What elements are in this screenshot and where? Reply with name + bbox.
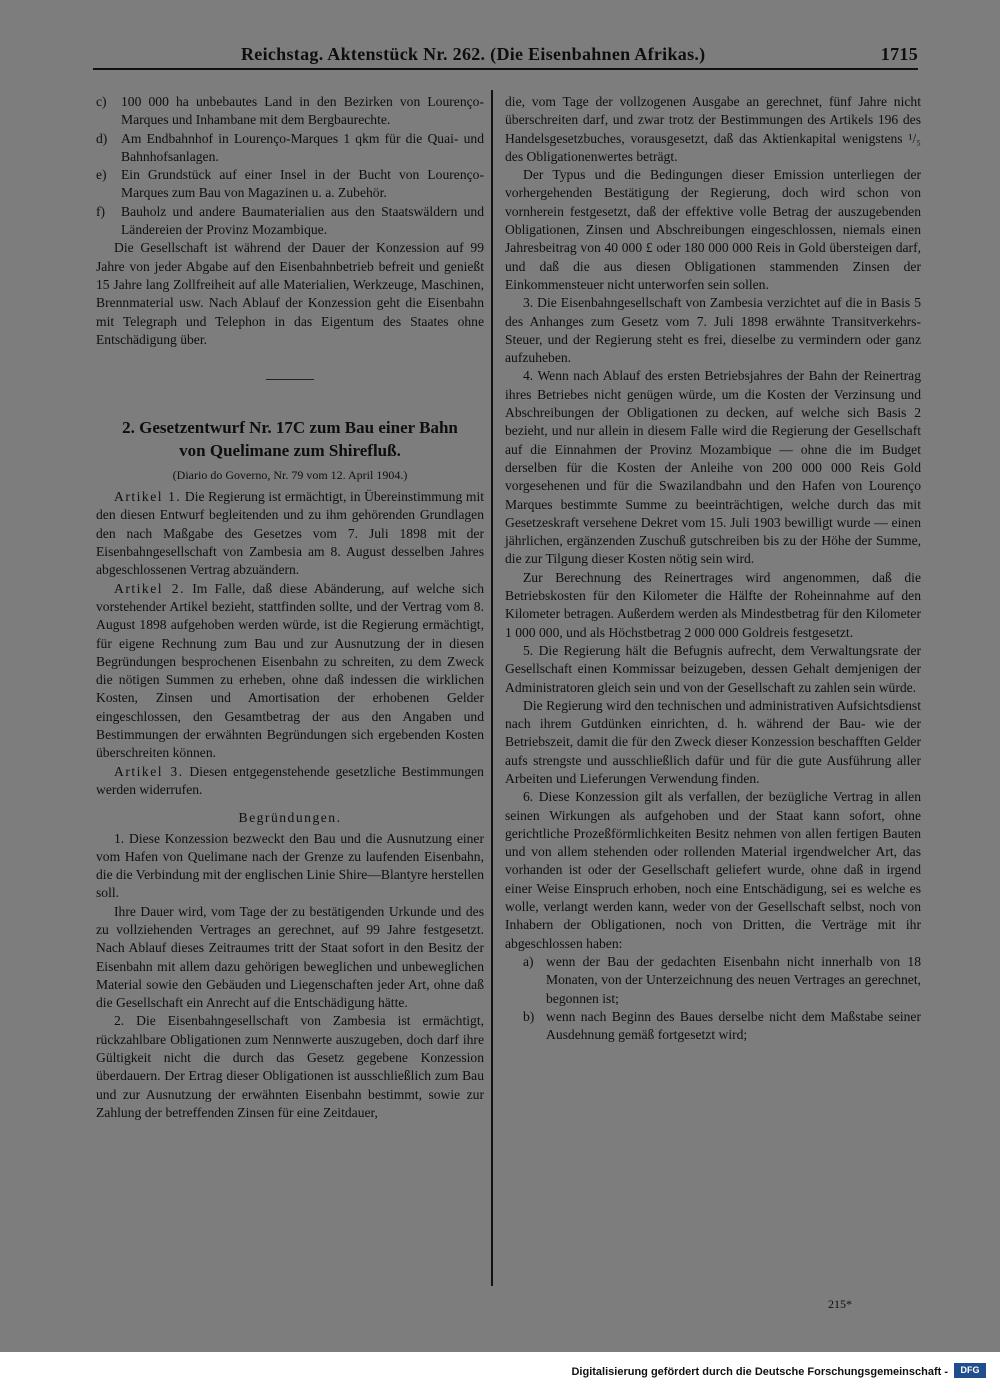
list-item-text: Ein Grundstück auf einer Insel in der Bucht von Lourenço-Marques zum Bau von Magazinen u. a. Zubehör. [121,167,484,201]
law-title-line1: 2. Gesetzentwurf Nr. 17C zum Bau einer Bahn [122,418,458,438]
law-source: (Diario do Governo, Nr. 79 vom 12. April 1904.) [172,468,408,483]
list-item-text: 100 000 ha unbebautes Land in den Bezirken von Lourenço-Marques und Inhambane mit dem Bergbaurechte. [121,94,484,128]
body-paragraph: 1. Diese Konzession bezweckt den Bau und die Ausnutzung einer vom Hafen von Quelimane nach der Grenze zu laufenden Eisenbahn, die die Verbindung mit der englischen Linie Shire—Blantyre herstellen soll. [96,830,484,901]
list-item [96,93,484,130]
list-item-label: b) [523,1008,535,1024]
article-paragraph [96,580,484,763]
law-title [96,416,484,462]
article-text: Im Falle, daß diese Abänderung, auf welche sich vorstehender Artikel bezieht, stattfinden sollte, und der Vertrag vom 8. August 1898 aufgehoben werden würde, ist die Regierung ermächtigt, für eigene Rechnung zum Bau und zur Ausnutzung der in diesen Begründungen besprochenen Eisenbahn zu schreiten, zu dem Zweck die nötigen Summen zu erheben, ohne daß indessen die wirklichen Kosten, Zinsen und Amortisation der erhobenen Gelder eingeschlossen, den Gesamtbetrag der aus den Angaben und Bestimmungen der erwähnten Begründungen sich ergebenden Kosten überschreiten können. [96,580,484,761]
section-separator [266,379,314,380]
body-paragraph: 3. Die Eisenbahngesellschaft von Zambesia verzichtet auf die in Basis 5 des Anhanges zum Gesetz vom 7. Juli 1898 erwähnte Transitverkehrs-Steuer, und der Regierung steht es frei, dieselbe zu vermindern oder ganz aufzuheben. [505,295,921,366]
body-paragraph: 2. Die Eisenbahngesellschaft von Zambesia ist ermächtigt, rückzahlbare Obligationen zum Nennwerte auszugeben, doch darf ihre Gültigkeit nicht die durch das Gesetz gegebene Konzession überdauern. Der Ertrag dieser Obligationen ist ausschließlich zum Bau und zur Ausnutzung der erwähnten Eisenbahn bestimmt, sowie zur Zahlung der betreffenden Zinsen für eine Zeitdauer, [96,1013,484,1120]
body-paragraph: Zur Berechnung des Reinertrages wird angenommen, daß die Betriebskosten für den Kilometer die Hälfte der Roheinnahme auf den Kilometer betragen. Außerdem werden als Mindestbetrag für den Kilometer 1 000 000, und als Höchstbetrag 2 000 000 Goldreis festgesetzt. [505,569,921,640]
page-header [93,44,918,70]
list-item-text: wenn nach Beginn des Baues derselbe nicht dem Maßstabe seiner Ausdehnung gemäß fortgesetzt wird; [546,1008,921,1043]
article-paragraph [96,763,484,800]
list-item-label: f) [96,203,106,219]
left-column [96,93,484,1122]
list-item-label: e) [96,167,107,183]
law-title-line2: von Quelimane zum Shirefluß. [179,441,401,461]
article-text: Diesen entgegenstehende gesetzliche Bestimmungen werden widerrufen. [96,763,484,797]
footer-bar [0,1352,1000,1383]
body-paragraph: 4. Wenn nach Ablauf des ersten Betriebsjahres der Bahn der Reinertrag ihres Betriebes nicht genügen würde, um die Kosten der Verzinsung und Abschreibungen der Obligationen zu decken, auf welche sich Basis 2 bezieht, und nur allein in diesem Falle wird die Regierung der Gesellschaft auf die Einnahmen der Provinz Mozambique — ohne die im Budget derselben für die Kosten der Anleihe von 200 000 000 Reis Gold vorgesehenen und für die Swazilandbahn und den Hafen von Lourenço Marques bestimmte Summe zu beeinträchtigen, welche durch das mit Gesetzeskraft versehene Dekret vom 15. Juli 1903 bewilligt wurde — einen jährlichen, ergänzenden Zuschuß gutschreiben bis zu der Höhe der Summe, die zur Tilgung dieser Kosten nötig sein wird. [505,368,921,567]
list-item [96,130,484,167]
article-paragraph [96,488,484,579]
body-paragraph: Ihre Dauer wird, vom Tage der zu bestätigenden Urkunde und des zu vollziehenden Vertrages an gerechnet, auf 99 Jahre festgesetzt. Nach Ablauf dieses Zeitraumes tritt der Staat sofort in den Besitz der Eisenbahn mit allem dazu gehörigen beweglichen und unbeweglichen Material sowie den Gebäuden und Liegenschaften jeder Art, ohne daß die Gesellschaft ein Anrecht auf die Entschädigung hätte. [96,903,484,1011]
body-paragraph: 5. Die Regierung hält die Befugnis aufrecht, dem Verwaltungsrate der Gesellschaft einen Kommissar beizugeben, dessen Gehalt demjenigen der Administratoren gleich sein und von der Gesellschaft zu zahlen sein würde. [505,642,921,695]
article-text: Die Regierung ist ermächtigt, in Übereinstimmung mit den diesen Entwurf begleitenden und zu ihm gehörenden Grundlagen den nach Maßgabe des Gesetzes vom 7. Juli 1898 mit der Eisenbahngesellschaft von Zambesia am 8. August desselben Jahres abgeschlossenen Vertrag abzuändern. [96,489,485,578]
header-title: Reichstag. Aktenstück Nr. 262. (Die Eisenbahnen Afrikas.) [241,44,706,64]
column-divider [491,90,493,1286]
list-item-label: c) [96,94,107,109]
list-item-label: d) [96,130,108,146]
article-label: Artikel 3. [114,763,184,779]
body-paragraph: Die Gesellschaft ist während der Dauer der Konzession auf 99 Jahre von jeder Abgabe auf den Eisenbahnbetrieb befreit und genießt 15 Jahre lang Zollfreiheit auf alle Materialien, Werkzeuge, Maschinen, Brennmaterial usw. Nach Ablauf der Konzession geht die Eisenbahn mit Telegraph und Telephon in das Eigentum des Staates ohne Entschädigung über. [96,240,484,347]
body-paragraph: 6. Diese Konzession gilt als verfallen, der bezügliche Vertrag in allen seinen Wirkungen als aufgehoben und der Staat kann sofort, ohne gerichtliche Prozeßförmlichkeiten Besitz nehmen von allen fertigen Bauten und von allem stehenden oder rollenden Material irgendwelcher Art, das vorhanden ist oder der Gesellschaft geliefert wurde, ohne daß in irgend einer Weise Einspruch erhoben, noch eine Entschädigung, sei es welche es wolle, verlangt werden kann, weder von der Gesellschaft selbst, noch von Inhabern der Obligationen, noch von Dritten, die Verträge mit ihr abgeschlossen haben: [505,789,921,951]
body-paragraph: Der Typus und die Bedingungen dieser Emission unterliegen der vorhergehenden Bestätigung der Regierung, doch wird schon von vornherein festgesetzt, daß der effektive volle Betrag der auszugebenden Obligationen, Zinsen und Abschreibungen eingeschlossen, niemals einen Jahresbeitrag von 40 000 £ oder 180 000 000 Reis in Gold übersteigen darf, und daß die aus diesen Obligationen stammenden Zinsen der Einkommensteuer nicht unterworfen sein sollen. [505,167,921,292]
list-item [505,953,921,1008]
section-heading: Begründungen. [238,810,342,826]
list-item [505,1008,921,1045]
page-number: 1715 [880,44,918,64]
funding-notice: Digitalisierung gefördert durch die Deutsche Forschungsgemeinschaft - [571,1366,948,1378]
list-item [96,166,484,203]
body-paragraph: die, vom Tage der vollzogenen Ausgabe an gerechnet, fünf Jahre nicht überschreiten darf, und zwar trotz der Bestimmungen des Artikels 196 des Handelsgesetzbuches, vorausgesetzt, daß das Aktienkapital wenigstens ¹/₅ des Obligationenwertes beträgt. [505,94,921,164]
article-label: Artikel 2. [114,580,185,596]
signature-mark: 215* [828,1297,852,1311]
list-item-text: wenn der Bau der gedachten Eisenbahn nicht innerhalb von 18 Monaten, von der Unterzeichnung des neuen Vertrages an gerechnet, begonnen ist; [546,953,921,1006]
right-column [505,93,921,1044]
body-paragraph: Die Regierung wird den technischen und administrativen Aufsichtsdienst nach ihrem Gutdünken einrichten, d. h. während der Bau- wie der Betriebszeit, damit die für den Zweck dieser Konzession beschafften Gelder aufs strengste und ausschließlich dafür und für die gute Ausführung aller Arbeiten und Lieferungen Verwendung finden. [505,697,921,786]
list-item-label: a) [523,953,534,969]
article-label: Artikel 1. [114,489,182,505]
dfg-logo: DFG [954,1363,986,1378]
list-item-text: Am Endbahnhof in Lourenço-Marques 1 qkm für die Quai- und Bahnhofsanlagen. [121,130,484,164]
list-item [96,203,484,240]
list-item-text: Bauholz und andere Baumaterialien aus den Staatswäldern und Ländereien der Provinz Mozambique. [121,203,484,238]
